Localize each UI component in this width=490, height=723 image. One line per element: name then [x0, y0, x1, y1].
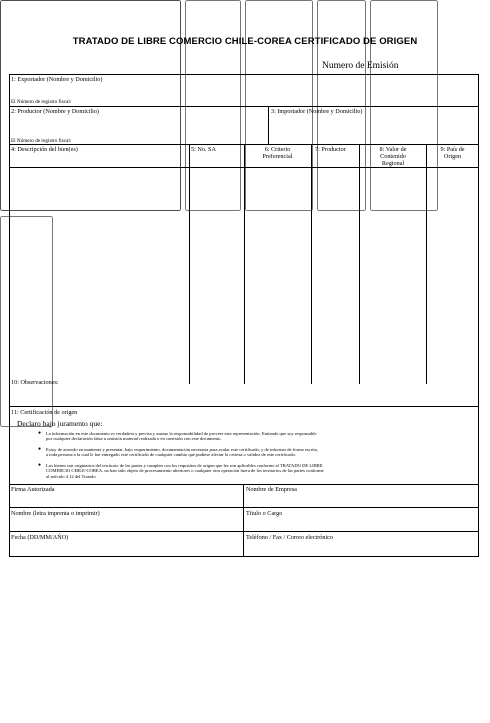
- job-title-input[interactable]: [247, 519, 475, 529]
- printed-name-input[interactable]: [12, 519, 240, 529]
- section10-divider: [9, 406, 479, 407]
- goods-col-line-5: [426, 144, 427, 384]
- producer-input[interactable]: [12, 118, 264, 136]
- col-hs-number-header: 5: No. SA: [191, 146, 216, 153]
- observations-input[interactable]: [75, 388, 475, 404]
- section11-divider: [9, 484, 479, 485]
- producer-label: 2: Productor (Nombre y Domicilio): [11, 108, 99, 115]
- section1-divider: [9, 106, 479, 107]
- col-producer-header: 7: Productor: [315, 146, 346, 153]
- exporter-tax-id-label: El Número de registro fiscal:: [11, 99, 72, 105]
- goods-col-line-3: [311, 144, 312, 384]
- bullet-1-text: [46, 431, 471, 442]
- date-input[interactable]: [12, 543, 240, 554]
- certification-label: 11: Certificación de origen: [11, 409, 78, 416]
- goods-origin-input[interactable]: [0, 216, 53, 427]
- col-regional-value-header: [360, 146, 426, 167]
- authorized-signature-label: Firma Autorizada: [11, 486, 55, 493]
- bullet-3-marker: ●: [38, 463, 42, 468]
- producer-tax-id-label: El Número de registro fiscal:: [11, 138, 72, 144]
- col8-line3: Regional: [381, 160, 405, 167]
- col-country-origin-header: [427, 146, 478, 160]
- signature-center-line: [243, 484, 244, 556]
- bullet-2-text: [46, 447, 471, 458]
- form-border-bottom: [9, 556, 479, 557]
- document-title: TRATADO DE LIBRE COMERCIO CHILE-COREA CERTIFICADO DE ORIGEN: [72, 36, 418, 47]
- emission-number-label: Numero de Emisión: [322, 61, 399, 71]
- date-label: Fecha (DD/MM/AÑO): [11, 534, 69, 541]
- bullet-3-text: [46, 463, 471, 479]
- declaration-heading: Declaro bajo juramento que:: [17, 419, 103, 428]
- bullet-2-line1: Estoy de acuerdo en mantener y presentar, bajo requerimiento, documentación necesaria para avalar este certificado, y de informar de forma escrita,: [46, 447, 318, 452]
- observations-label: 10: Observaciones:: [11, 379, 59, 386]
- form-border-top: [9, 74, 478, 75]
- col-description-header: 4: Descripción del bien(es): [11, 146, 78, 153]
- exporter-label: 1: Exportador (Nombre y Domicilio): [11, 76, 103, 83]
- goods-col-line-2: [244, 144, 245, 384]
- company-name-input[interactable]: [247, 495, 475, 505]
- job-title-label: Título o Cargo: [246, 510, 283, 517]
- authorized-signature-input[interactable]: [12, 495, 240, 505]
- company-name-label: Nombre de Empresa: [246, 486, 297, 493]
- importer-label: 3: Importador (Nombre y Domicilio): [271, 108, 363, 115]
- bullet-1-line1: La información en este documento es verdadera y precisa y asumo la responsabilidad de proveer esta representación. Entiendo que soy responsable: [46, 431, 317, 436]
- section2-3-divider: [268, 106, 269, 144]
- col9-line2: Origen: [443, 153, 462, 160]
- contact-input[interactable]: [247, 543, 475, 554]
- bullet-3-line1: Los bienes son originarios del territorio de las partes y cumplen con los requisitos de origen que les son aplicables conforme al TRATADO DE LIBRE: [46, 463, 323, 468]
- signature-row-divider-1: [9, 507, 479, 508]
- contact-label: Teléfono / Fax / Correo electrónico: [246, 534, 334, 541]
- col8-line2: Contenido: [380, 153, 406, 160]
- printed-name-label: Nombre (letra imprenta o imprimir): [11, 510, 100, 517]
- bullet-1-line2: por cualquier declaración falsa u omisión material realizada o en conexión con este documento.: [46, 436, 222, 442]
- bullet-1-marker: ●: [38, 431, 42, 436]
- importer-input[interactable]: [272, 118, 474, 140]
- signature-row-divider-2: [9, 531, 479, 532]
- bullet-3-line3: al artículo 4.12 del Tratado: [46, 473, 96, 479]
- exporter-input[interactable]: [12, 86, 472, 96]
- goods-col-line-4: [359, 144, 360, 384]
- col6-line1: 6: Criterio: [264, 146, 291, 153]
- bullet-3-line2: COMERCIO CHILE-COREA, no han sido objeto de procesamiento ulteriores o cualquier otra operación fuera de los territorios de las partes conforme: [46, 468, 324, 474]
- col-preference-criterion-header: [245, 146, 310, 160]
- goods-col-line-1: [189, 144, 190, 384]
- col6-line2: Preferencial: [262, 153, 293, 160]
- col9-line1: 9: País de: [440, 146, 465, 153]
- bullet-2-marker: ●: [38, 447, 42, 452]
- bullet-2-line2: a toda persona a la cual le fue entregado este certificado de cualquier cambio que pudiese afectar la certeza o validez de este certificado.: [46, 452, 296, 458]
- col8-line1: 8: Valor de: [379, 146, 407, 153]
